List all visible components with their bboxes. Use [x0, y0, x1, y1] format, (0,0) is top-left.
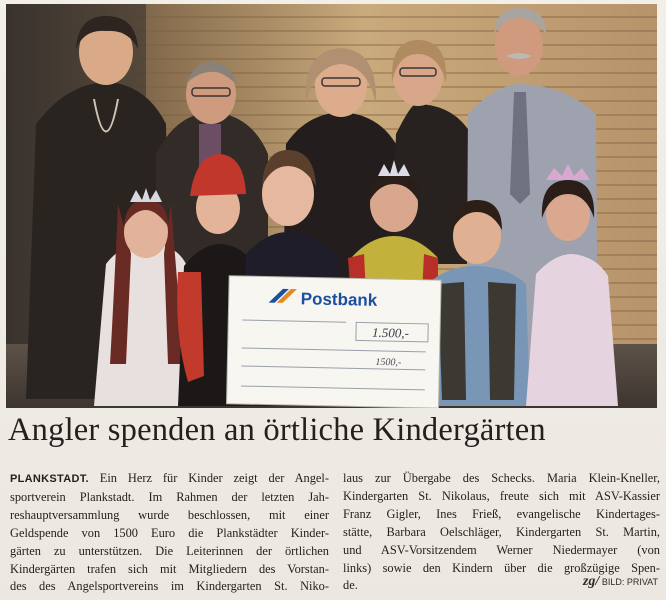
body-line: PLANKSTADT. Ein Herz für Kinder zeigt der Angel- — [10, 471, 329, 485]
body-line: des des Angelsportvereins im Kindergarten St. Niko- — [10, 579, 329, 594]
body-line: de. — [343, 578, 358, 593]
cheque — [227, 276, 442, 408]
body-line: Geldspende von 1500 Euro die Plankstädter Kinder- — [10, 525, 329, 540]
body-line: reshauptversammlung wurde beschlossen, mit einer — [10, 507, 329, 522]
author-signature: zg/ — [582, 574, 600, 589]
body-line: Kindergarten St. Nikolaus, freute sich mit ASV-Kassier — [343, 488, 660, 503]
group-photo — [6, 4, 657, 408]
cheque-brand: Postbank — [300, 289, 378, 310]
cheque-amount: 1.500,- — [371, 324, 410, 341]
dateline: PLANKSTADT. — [10, 473, 89, 485]
article-headline: Angler spenden an örtliche Kindergärten — [8, 412, 546, 448]
cheque-number: 1500,- — [375, 356, 402, 369]
body-line: und ASV-Vorsitzendem Werner Niedermayer (von — [343, 542, 660, 557]
body-line: Franz Gigler, Ines Frieß, evangelische Kindertages- — [343, 506, 660, 521]
body-line: laus zur Übergabe des Schecks. Maria Klein-Kneller, — [343, 471, 660, 485]
credit-label: BILD: PRIVAT — [601, 577, 658, 587]
body-line: sportverein Plankstadt. Im Rahmen der letzten Jah- — [10, 489, 329, 504]
photo-illustration — [6, 4, 657, 408]
body-line: links) sowie den Kindern über die großzügige Spen- — [343, 560, 660, 575]
body-line: Kindergärten trafen sich mit Mitgliedern des Vorstan- — [10, 561, 329, 576]
body-line: stätte, Barbara Oelschläger, Kindergarten St. Martin, — [343, 524, 660, 539]
article-column-left — [10, 470, 329, 596]
body-line: gärten zu unterstützen. Die Leiterinnen der örtlichen — [10, 543, 329, 558]
photo-credit — [583, 574, 658, 590]
